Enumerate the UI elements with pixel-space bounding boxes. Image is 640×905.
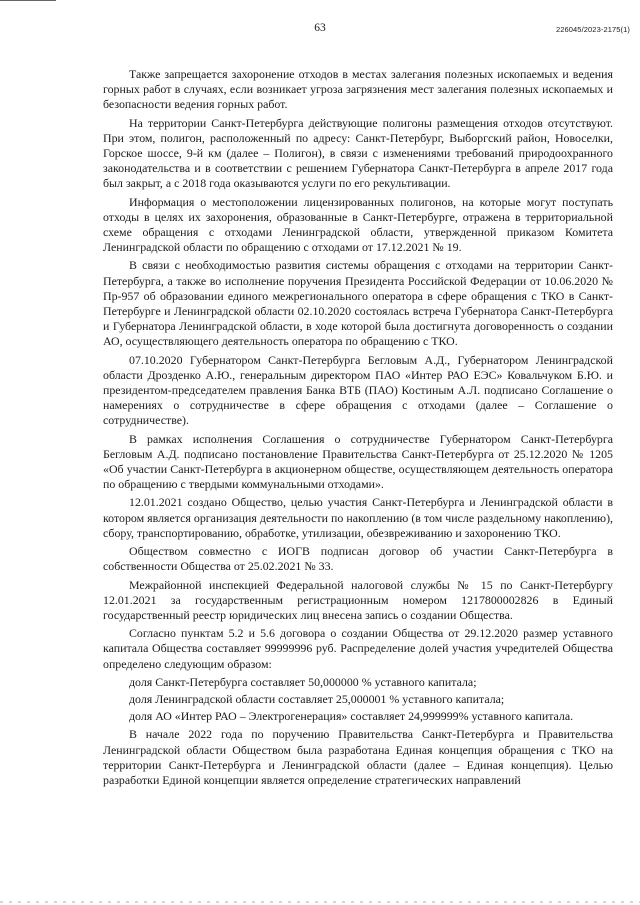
list-item: доля Ленинградской области составляет 25,000001 % уставного капитала; xyxy=(129,691,505,706)
list-item: доля АО «Интер РАО – Электрогенерация» составляет 24,999999% уставного капитала. xyxy=(129,709,574,724)
paragraph: Согласно пунктам 5.2 и 5.6 договора о создании Общества от 29.12.2020 размер уставного капитала Общества составляет 99999996 руб. Распределение долей участия учредителей Общества определено следующим образом: xyxy=(103,626,613,671)
page-number: 63 xyxy=(314,22,326,34)
paragraph: В рамках исполнения Соглашения о сотрудничестве Губернатором Санкт-Петербурга Бегловым А.Д. подписано постановление Правительства Санкт-Петербурга от 25.12.2020 № 1205 «Об участии Санкт-Петербурга в акционерном обществе, осуществляющем деятельность оператора по обращению с твердыми коммунальными отходами». xyxy=(103,431,613,492)
paragraph: Также запрещается захоронение отходов в местах залегания полезных ископаемых и ведения горных работ в случаях, если возникает угроза загрязнения мест залегания полезных ископаемых и безопасности ведения горных работ. xyxy=(103,67,613,112)
paragraph: 07.10.2020 Губернатором Санкт-Петербурга Бегловым А.Д., Губернатором Ленинградской области Дрозденко А.Ю., генеральным директором ПАО «Интер РАО ЕЭС» Ковальчуком Б.Ю. и президентом-председателем правления Банка ВТБ (ПАО) Костиным А.Л. подписано Соглашение о намерениях о сотрудничестве в сфере обращения с отходами (далее – Соглашение о сотрудничестве). xyxy=(103,352,613,428)
paragraph: На территории Санкт-Петербурга действующие полигоны размещения отходов отсутствуют. При этом, полигон, расположенный по адресу: Санкт-Петербург, Выборгский район, Новоселки, Горское шоссе, 9-й км (далее – Полигон), в связи с изменениями требований природоохранного законодательства и в соответствии с решением Губернатора Санкт-Петербурга в апреле 2017 года был закрыт, а с 2018 года оказываются услуги по его рекультивации. xyxy=(103,115,613,191)
document-reference: 226045/2023-2175(1) xyxy=(555,25,630,34)
paragraph: В связи с необходимостью развития системы обращения с отходами на территории Санкт-Петербурга, а также во исполнение поручения Президента Российской Федерации от 10.06.2020 № Пр-957 об образовании единого межрегионального оператора в сфере обращения с ТКО в Санкт-Петербурге и Ленинградской области 02.10.2020 состоялась встреча Губернатора Санкт-Петербурга и Губернатора Ленинградской области, в ходе которой была достигнута договоренность о создании АО, осуществляющего деятельность оператора по обращению с ТКО. xyxy=(103,258,613,349)
paragraph: Обществом совместно с ИОГВ подписан договор об участии Санкт-Петербурга в собственности Общества от 25.02.2021 № 33. xyxy=(103,544,613,574)
paragraph: Межрайонной инспекцией Федеральной налоговой службы № 15 по Санкт-Петербургу 12.01.2021 за государственным регистрационным номером 1217800002826 в Единый государственный реестр юридических лиц внесена запись о создании Общества. xyxy=(103,577,613,622)
scan-edge xyxy=(0,901,640,903)
list-item: доля Санкт-Петербурга составляет 50,000000 % уставного капитала; xyxy=(129,674,477,689)
paragraph: В начале 2022 года по поручению Правительства Санкт-Петербурга и Правительства Ленинградской области Обществом была разработана Единая концепция обращения с ТКО на территории Санкт-Петербурга и Ленинградской области (далее – Единая концепция). Целью разработки Единой концепции является определение стратегических направлений xyxy=(103,727,613,787)
document-body xyxy=(103,67,613,791)
paragraph: 12.01.2021 создано Общество, целью участия Санкт-Петербурга и Ленинградской области в котором является организация деятельности по накоплению (в том числе раздельному накоплению), сбору, транспортированию, обработке, утилизации, обезвреживанию и захоронению ТКО. xyxy=(103,495,613,540)
paragraph: Информация о местоположении лицензированных полигонов, на которые могут поступать отходы в целях их захоронения, образованные в Санкт-Петербурге, отражена в территориальной схеме обращения с отходами Ленинградской области, утвержденной приказом Комитета Ленинградской области по обращению с отходами от 17.12.2021 № 19. xyxy=(103,194,613,255)
corner-rule xyxy=(0,0,56,1)
